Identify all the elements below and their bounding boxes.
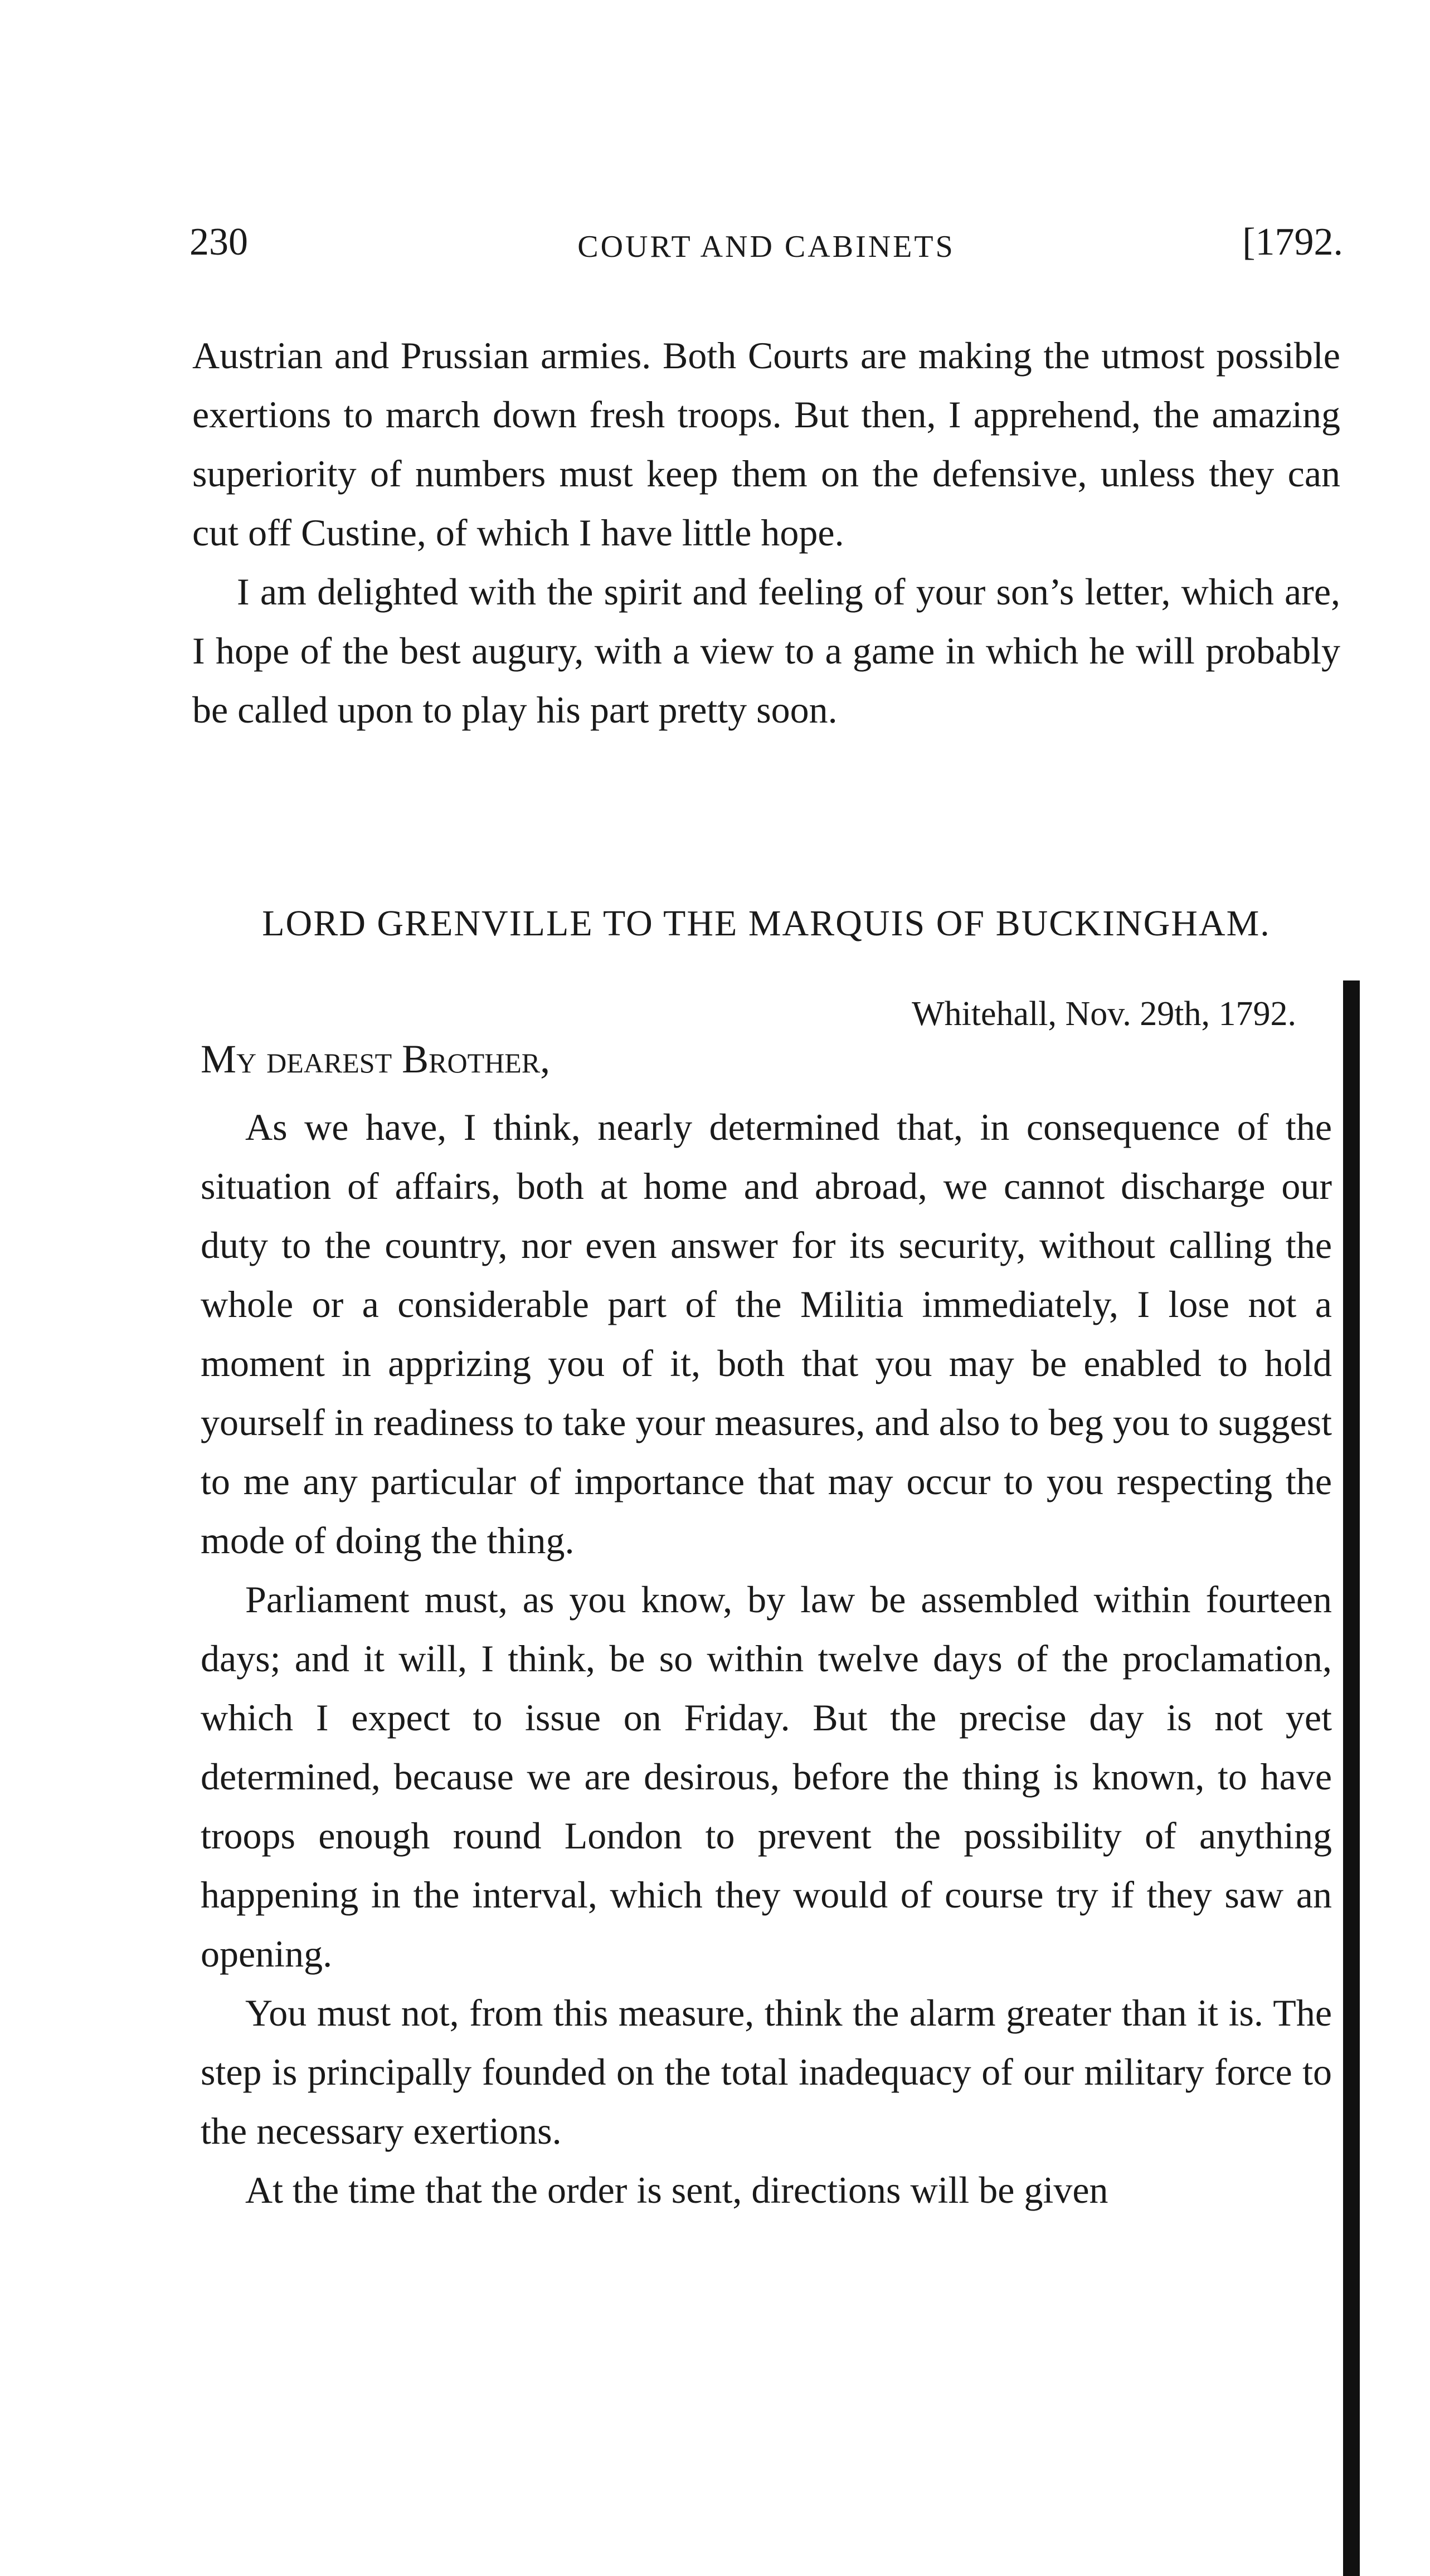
running-title: COURT AND CABINETS (577, 230, 955, 264)
page-header (189, 220, 1343, 270)
paragraph: As we have, I think, nearly determined that, in consequence of the situation of affairs, both at home and abroad, we cannot discharge our duty to the country, nor even answer for its security, without calling the whole or a considerable part of the Militia immediately, I lose not a moment in apprizing you of it, both that you may be enabled to hold yourself in readiness to take your measures, and also to beg you to suggest to me any particular of importance that may occur to you respecting the mode of doing the thing. (201, 1106, 1332, 1562)
letter-dateline: Whitehall, Nov. 29th, 1792. (912, 995, 1296, 1033)
page-edge-shadow (1343, 980, 1360, 2576)
top-text (192, 326, 1340, 739)
paragraph: You must not, from this measure, think the alarm greater than it is. The step is principally founded on the total inadequacy of our military force to the necessary exertions. (201, 1992, 1332, 2152)
letter-body (201, 1097, 1332, 2219)
letter-salutation: My dearest Brother, (201, 1037, 551, 1081)
paragraph: At the time that the order is sent, directions will be given (245, 2169, 1108, 2211)
paragraph: Parliament must, as you know, by law be assembled within fourteen days; and it will, I think, be so within twelve days of the proclamation, which I expect to issue on Friday. But the precise day is not yet determined, because we are desirous, before the thing is known, to have troops enough round London to prevent the possibility of anything happening in the interval, which they would of course try if they saw an opening. (201, 1578, 1332, 1975)
header-year: [1792. (1242, 221, 1343, 264)
paragraph: I am delighted with the spirit and feeling of your son’s letter, which are, I hope of the best augury, with a view to a game in which he will probably be called upon to play his part pretty soon. (192, 570, 1340, 731)
paragraph: Austrian and Prussian armies. Both Courts are making the utmost possible exertions to march down fresh troops. But then, I apprehend, the amazing superiority of numbers must keep them on the defensive, unless they can cut off Custine, of which I have little hope. (192, 334, 1340, 554)
page-number: 230 (189, 221, 248, 264)
letter-heading: LORD GRENVILLE TO THE MARQUIS OF BUCKINGHAM. (262, 903, 1271, 944)
